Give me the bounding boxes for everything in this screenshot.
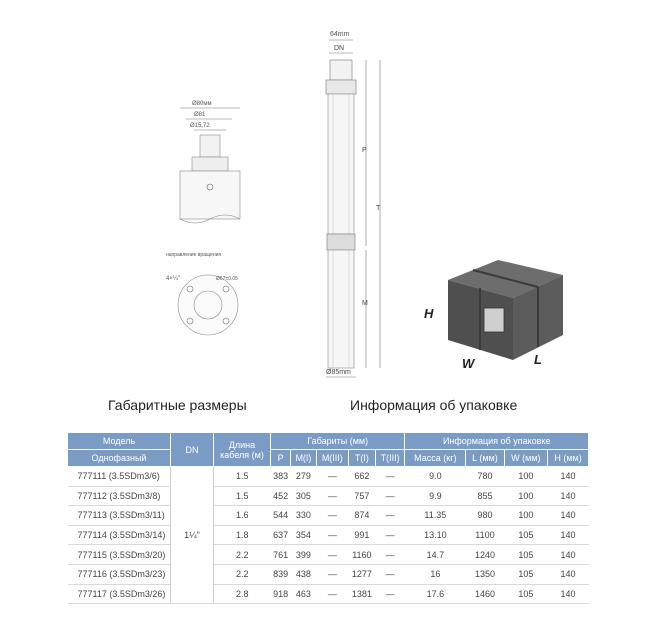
top-dim-1: Ø80мм — [192, 101, 212, 107]
cell-p: 918 — [271, 584, 291, 604]
cell-h: 140 — [548, 525, 589, 545]
subheader-w: W (мм) — [504, 450, 547, 467]
cell-cable: 2.2 — [214, 564, 271, 584]
cell-mass: 9.0 — [405, 467, 466, 487]
cell-m3: — — [316, 486, 348, 506]
dim-m: M — [362, 300, 368, 307]
cell-p: 383 — [271, 467, 291, 487]
cell-cable: 1.6 — [214, 506, 271, 526]
cell-w: 105 — [504, 525, 547, 545]
dimensions-title: Габаритные размеры — [108, 397, 247, 413]
cell-t3: — — [375, 467, 405, 487]
cell-p: 452 — [271, 486, 291, 506]
top-dim-3: Ø15,72 — [190, 123, 210, 129]
cell-cable: 2.2 — [214, 545, 271, 565]
cell-cable: 1.8 — [214, 525, 271, 545]
cell-l: 1350 — [466, 564, 504, 584]
table-row — [68, 564, 589, 584]
cell-p: 761 — [271, 545, 291, 565]
cell-mass: 16 — [405, 564, 466, 584]
cell-model: 777116 (3.5SDm3/23) — [68, 564, 171, 584]
cell-mass: 17.6 — [405, 584, 466, 604]
packaging-title: Информация об упаковке — [350, 397, 518, 413]
box-label-h: H — [424, 306, 434, 321]
cell-dn: 1¼" — [171, 467, 214, 604]
cell-w: 100 — [504, 467, 547, 487]
cell-t3: — — [375, 564, 405, 584]
cell-m3: — — [316, 545, 348, 565]
cell-h: 140 — [548, 545, 589, 565]
table-row — [68, 467, 589, 487]
cell-m3: — — [316, 584, 348, 604]
cell-m1: 305 — [291, 486, 317, 506]
circle-dim: Ø67±0.05 — [216, 276, 238, 282]
dim-p: P — [362, 147, 367, 154]
cell-w: 105 — [504, 564, 547, 584]
cell-mass: 11.35 — [405, 506, 466, 526]
cell-h: 140 — [548, 467, 589, 487]
cell-model: 777113 (3.5SDm3/11) — [68, 506, 171, 526]
spec-table — [67, 432, 589, 604]
cell-t1: 1277 — [348, 564, 375, 584]
cell-l: 980 — [466, 506, 504, 526]
header-model: Модель — [68, 433, 171, 450]
dim-dn: DN — [334, 45, 345, 52]
cell-model: 777117 (3.5SDm3/26) — [68, 584, 171, 604]
cell-w: 105 — [504, 584, 547, 604]
cell-m1: 438 — [291, 564, 317, 584]
cell-m3: — — [316, 467, 348, 487]
cell-w: 105 — [504, 545, 547, 565]
cell-t1: 991 — [348, 525, 375, 545]
cell-h: 140 — [548, 584, 589, 604]
cell-model: 777111 (3.5SDm3/6) — [68, 467, 171, 487]
table-row — [68, 525, 589, 545]
pump-drawing — [300, 20, 400, 390]
cell-mass: 14.7 — [405, 545, 466, 565]
box-label-l: L — [534, 352, 542, 367]
box-label-w: W — [462, 356, 475, 371]
cell-m1: 463 — [291, 584, 317, 604]
subheader-mass: Масса (кг) — [405, 450, 466, 467]
cell-model: 777114 (3.5SDm3/14) — [68, 525, 171, 545]
header-dimensions: Габариты (мм) — [271, 433, 405, 450]
table-row — [68, 506, 589, 526]
bolt-label: 4×¼" — [166, 276, 180, 282]
cell-cable: 2.8 — [214, 584, 271, 604]
top-dim-2: Ø81 — [194, 112, 206, 118]
cell-t1: 874 — [348, 506, 375, 526]
dim-t: T — [376, 205, 381, 212]
cell-l: 780 — [466, 467, 504, 487]
cell-w: 100 — [504, 486, 547, 506]
cell-h: 140 — [548, 564, 589, 584]
cell-t1: 757 — [348, 486, 375, 506]
package-box-illustration — [418, 250, 568, 380]
cell-cable: 1.5 — [214, 486, 271, 506]
cell-m1: 354 — [291, 525, 317, 545]
dim-bottom: Ø85mm — [326, 369, 351, 376]
cell-t3: — — [375, 545, 405, 565]
cell-w: 100 — [504, 506, 547, 526]
subheader-t1: T(I) — [348, 450, 375, 467]
cell-mass: 9.9 — [405, 486, 466, 506]
cell-cable: 1.5 — [214, 467, 271, 487]
pump-head-drawing — [150, 95, 260, 345]
subheader-m3: M(III) — [316, 450, 348, 467]
cell-h: 140 — [548, 486, 589, 506]
subheader-h: H (мм) — [548, 450, 589, 467]
rotation-label: направление вращения — [166, 252, 222, 258]
cell-m1: 399 — [291, 545, 317, 565]
cell-t3: — — [375, 525, 405, 545]
table-row — [68, 584, 589, 604]
cell-m3: — — [316, 525, 348, 545]
header-cable: Длина кабеля (м) — [214, 433, 271, 467]
cell-mass: 13.10 — [405, 525, 466, 545]
cell-m3: — — [316, 506, 348, 526]
subheader-m1: M(I) — [291, 450, 317, 467]
cell-t3: — — [375, 486, 405, 506]
cell-m1: 279 — [291, 467, 317, 487]
cell-m1: 330 — [291, 506, 317, 526]
dim-width-top: 64mm — [330, 31, 350, 38]
subheader-l: L (мм) — [466, 450, 504, 467]
cell-p: 637 — [271, 525, 291, 545]
cell-m3: — — [316, 564, 348, 584]
cell-t1: 1381 — [348, 584, 375, 604]
cell-p: 544 — [271, 506, 291, 526]
cell-t1: 662 — [348, 467, 375, 487]
cell-t1: 1160 — [348, 545, 375, 565]
subheader-p: P — [271, 450, 291, 467]
cell-l: 1240 — [466, 545, 504, 565]
cell-l: 1100 — [466, 525, 504, 545]
cell-model: 777115 (3.5SDm3/20) — [68, 545, 171, 565]
cell-p: 839 — [271, 564, 291, 584]
subheader-t3: T(III) — [375, 450, 405, 467]
header-packaging: Информация об упаковке — [405, 433, 589, 450]
cell-h: 140 — [548, 506, 589, 526]
table-row — [68, 545, 589, 565]
cell-t3: — — [375, 584, 405, 604]
table-row — [68, 486, 589, 506]
cell-l: 1460 — [466, 584, 504, 604]
header-dn: DN — [171, 433, 214, 467]
cell-l: 855 — [466, 486, 504, 506]
cell-model: 777112 (3.5SDm3/8) — [68, 486, 171, 506]
cell-t3: — — [375, 506, 405, 526]
header-single-phase: Однофазный — [68, 450, 171, 467]
